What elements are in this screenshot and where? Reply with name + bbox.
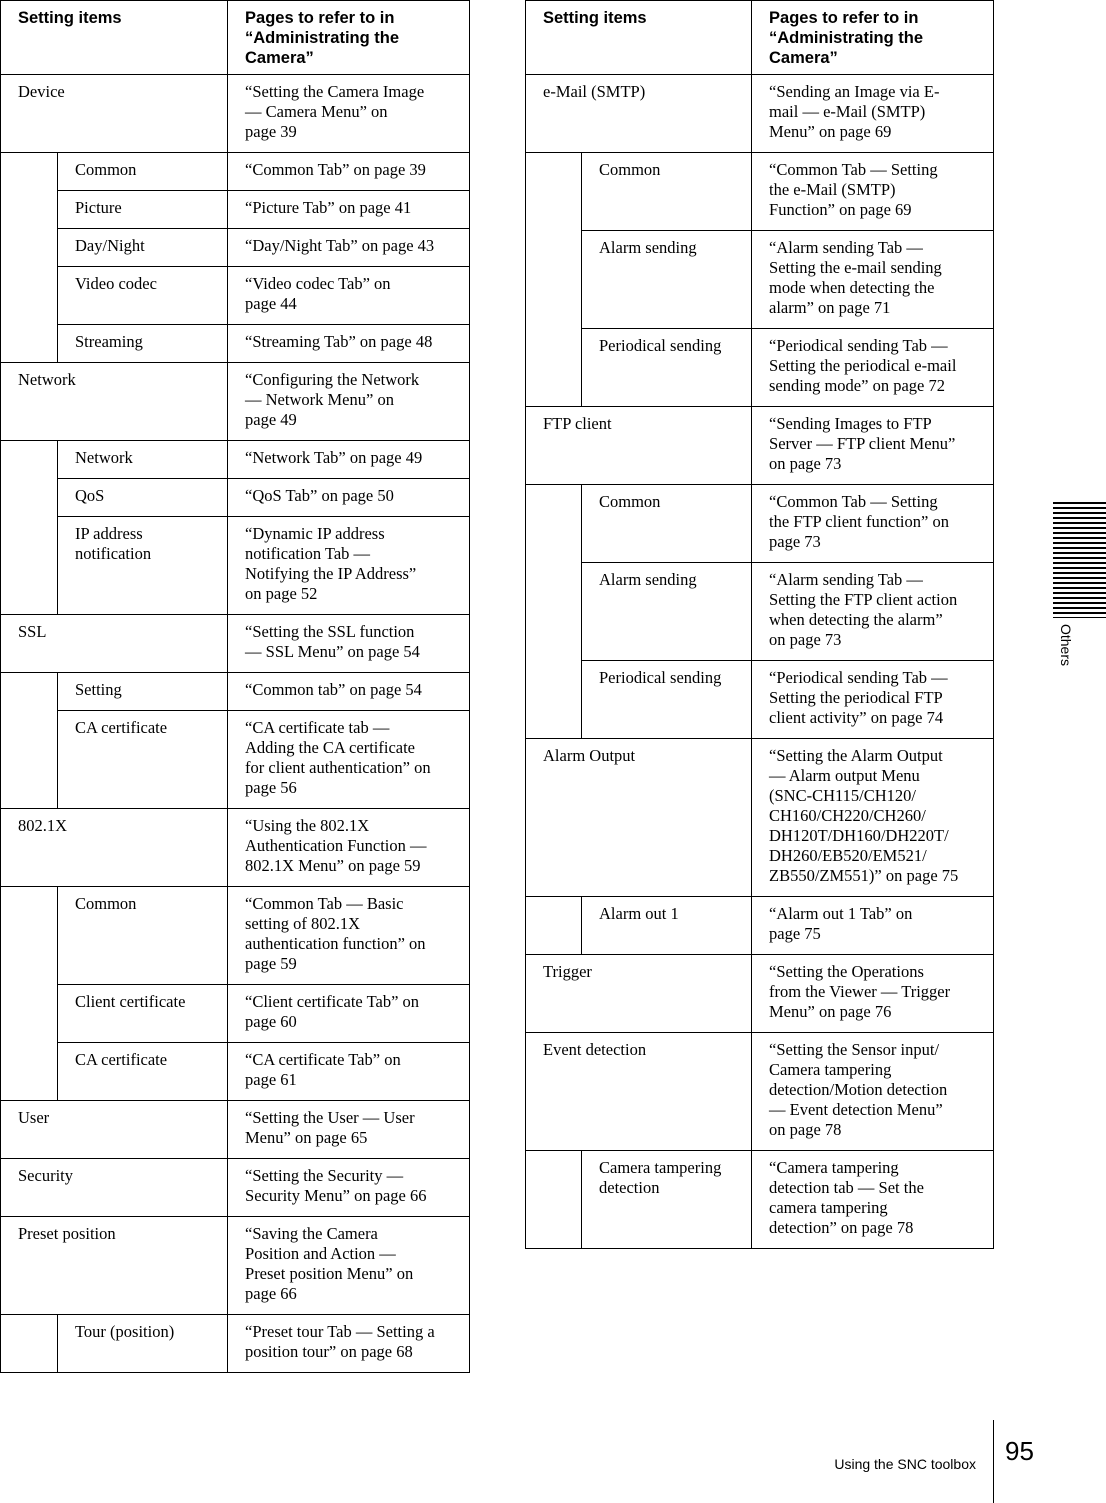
- page-reference: “Streaming Tab” on page 48: [228, 325, 470, 363]
- table-row: [526, 1033, 994, 1151]
- table-body: [526, 75, 994, 1249]
- sub-setting-item: Common: [58, 887, 228, 985]
- sub-setting-item: Common: [58, 153, 228, 191]
- indent-cell: [1, 479, 58, 517]
- table-body: [1, 75, 470, 1373]
- table-row: [1, 441, 470, 479]
- page-reference: “Network Tab” on page 49: [228, 441, 470, 479]
- setting-item: 802.1X: [1, 809, 228, 887]
- table-row: [526, 955, 994, 1033]
- setting-item: SSL: [1, 615, 228, 673]
- sub-setting-item: Common: [582, 485, 752, 563]
- indent-cell: [526, 1151, 582, 1249]
- indent-cell: [1, 517, 58, 615]
- page-reference: “Alarm sending Tab — Setting the FTP client action when detecting the alarm” on page 73: [752, 563, 994, 661]
- page-reference: “Picture Tab” on page 41: [228, 191, 470, 229]
- section-tab-stripes: [1053, 502, 1106, 618]
- table-header-row: [526, 1, 994, 75]
- page-number: 95: [1005, 1436, 1034, 1466]
- indent-cell: [1, 267, 58, 325]
- sub-setting-item: Alarm sending: [582, 231, 752, 329]
- sub-setting-item: Periodical sending: [582, 329, 752, 407]
- page-reference: “Client certificate Tab” on page 60: [228, 985, 470, 1043]
- page-reference: “Common tab” on page 54: [228, 673, 470, 711]
- indent-cell: [526, 897, 582, 955]
- setting-item: Security: [1, 1159, 228, 1217]
- sub-setting-item: CA certificate: [58, 1043, 228, 1101]
- sub-setting-item: Common: [582, 153, 752, 231]
- table-row: [1, 1101, 470, 1159]
- page-reference: “QoS Tab” on page 50: [228, 479, 470, 517]
- page-reference: “Periodical sending Tab — Setting the periodical FTP client activity” on page 74: [752, 661, 994, 739]
- page-reference: “Dynamic IP address notification Tab — Notifying the IP Address” on page 52: [228, 517, 470, 615]
- table-row: [1, 75, 470, 153]
- indent-cell: [526, 563, 582, 661]
- page-reference: “Setting the Security — Security Menu” on page 66: [228, 1159, 470, 1217]
- table-row: [1, 1159, 470, 1217]
- table-row: [526, 231, 994, 329]
- indent-cell: [1, 325, 58, 363]
- page-reference: “Setting the User — User Menu” on page 65: [228, 1101, 470, 1159]
- header-pages-to-refer: Pages to refer to in “Administrating the Camera”: [228, 1, 470, 75]
- sub-setting-item: Periodical sending: [582, 661, 752, 739]
- page-reference: “Common Tab — Setting the e-Mail (SMTP) Function” on page 69: [752, 153, 994, 231]
- sub-setting-item: Picture: [58, 191, 228, 229]
- section-tab-label: Others: [1058, 623, 1074, 666]
- sub-setting-item: IP address notification: [58, 517, 228, 615]
- settings-table-right: [525, 0, 994, 1249]
- table-row: [1, 1217, 470, 1315]
- sub-setting-item: Alarm out 1: [582, 897, 752, 955]
- table-row: [1, 711, 470, 809]
- setting-item: Device: [1, 75, 228, 153]
- page-reference: “Setting the Sensor input/ Camera tampering detection/Motion detection — Event detection Menu” on page 78: [752, 1033, 994, 1151]
- table-row: [526, 407, 994, 485]
- sub-setting-item: QoS: [58, 479, 228, 517]
- table-row: [526, 485, 994, 563]
- sub-setting-item: Tour (position): [58, 1315, 228, 1373]
- table-row: [526, 75, 994, 153]
- table-row: [1, 673, 470, 711]
- table-row: [1, 1043, 470, 1101]
- table-row: [1, 267, 470, 325]
- settings-table-left: [0, 0, 470, 1373]
- footer-divider: [993, 1420, 994, 1503]
- table-row: [526, 1151, 994, 1249]
- sub-setting-item: Day/Night: [58, 229, 228, 267]
- page-reference: “Saving the Camera Position and Action — Preset position Menu” on page 66: [228, 1217, 470, 1315]
- setting-item: e-Mail (SMTP): [526, 75, 752, 153]
- indent-cell: [526, 661, 582, 739]
- page-reference: “Setting the SSL function — SSL Menu” on page 54: [228, 615, 470, 673]
- table-row: [1, 153, 470, 191]
- table-row: [526, 897, 994, 955]
- table-row: [1, 887, 470, 985]
- table-row: [526, 329, 994, 407]
- page-reference: “Day/Night Tab” on page 43: [228, 229, 470, 267]
- indent-cell: [1, 191, 58, 229]
- table-row: [1, 809, 470, 887]
- sub-setting-item: Streaming: [58, 325, 228, 363]
- sub-setting-item: Camera tampering detection: [582, 1151, 752, 1249]
- table-row: [1, 479, 470, 517]
- table-row: [1, 1315, 470, 1373]
- indent-cell: [526, 231, 582, 329]
- indent-cell: [526, 485, 582, 563]
- header-setting-items: Setting items: [526, 1, 752, 75]
- setting-item: User: [1, 1101, 228, 1159]
- page-reference: “Periodical sending Tab — Setting the periodical e-mail sending mode” on page 72: [752, 329, 994, 407]
- page-reference: “Sending an Image via E- mail — e-Mail (SMTP) Menu” on page 69: [752, 75, 994, 153]
- sub-setting-item: Alarm sending: [582, 563, 752, 661]
- table-row: [1, 615, 470, 673]
- table-header-row: [1, 1, 470, 75]
- indent-cell: [1, 229, 58, 267]
- table-row: [1, 229, 470, 267]
- setting-item: Alarm Output: [526, 739, 752, 897]
- page-reference: “Sending Images to FTP Server — FTP client Menu” on page 73: [752, 407, 994, 485]
- page-reference: “Alarm out 1 Tab” on page 75: [752, 897, 994, 955]
- sub-setting-item: Setting: [58, 673, 228, 711]
- page-reference: “Camera tampering detection tab — Set the camera tampering detection” on page 78: [752, 1151, 994, 1249]
- page-reference: “Alarm sending Tab — Setting the e-mail sending mode when detecting the alarm” on page 71: [752, 231, 994, 329]
- indent-cell: [526, 153, 582, 231]
- indent-cell: [1, 1043, 58, 1101]
- page-reference: “Video codec Tab” on page 44: [228, 267, 470, 325]
- setting-item: Network: [1, 363, 228, 441]
- setting-item: Event detection: [526, 1033, 752, 1151]
- indent-cell: [1, 441, 58, 479]
- setting-item: Preset position: [1, 1217, 228, 1315]
- table-row: [526, 153, 994, 231]
- header-pages-to-refer: Pages to refer to in “Administrating the Camera”: [752, 1, 994, 75]
- indent-cell: [1, 985, 58, 1043]
- table-row: [526, 563, 994, 661]
- page-reference: “Common Tab” on page 39: [228, 153, 470, 191]
- page-reference: “CA certificate tab — Adding the CA certificate for client authentication” on page 56: [228, 711, 470, 809]
- footer-section-title: Using the SNC toolbox: [834, 1456, 976, 1472]
- setting-item: FTP client: [526, 407, 752, 485]
- table-row: [1, 517, 470, 615]
- page-reference: “Setting the Alarm Output — Alarm output Menu (SNC-CH115/CH120/ CH160/CH220/CH260/ DH120T/DH160/DH220T/ DH260/EB520/EM521/ ZB550/ZM551)” on page 75: [752, 739, 994, 897]
- page-reference: “Common Tab — Setting the FTP client function” on page 73: [752, 485, 994, 563]
- table-row: [526, 739, 994, 897]
- setting-item: Trigger: [526, 955, 752, 1033]
- indent-cell: [1, 1315, 58, 1373]
- table-row: [1, 325, 470, 363]
- page-reference: “Setting the Camera Image — Camera Menu” on page 39: [228, 75, 470, 153]
- sub-setting-item: CA certificate: [58, 711, 228, 809]
- page-reference: “CA certificate Tab” on page 61: [228, 1043, 470, 1101]
- table-row: [1, 191, 470, 229]
- table-row: [1, 985, 470, 1043]
- sub-setting-item: Video codec: [58, 267, 228, 325]
- sub-setting-item: Network: [58, 441, 228, 479]
- page-reference: “Common Tab — Basic setting of 802.1X authentication function” on page 59: [228, 887, 470, 985]
- page-reference: “Using the 802.1X Authentication Function — 802.1X Menu” on page 59: [228, 809, 470, 887]
- page-reference: “Configuring the Network — Network Menu” on page 49: [228, 363, 470, 441]
- indent-cell: [1, 153, 58, 191]
- page-reference: “Setting the Operations from the Viewer — Trigger Menu” on page 76: [752, 955, 994, 1033]
- table-row: [1, 363, 470, 441]
- table-row: [526, 661, 994, 739]
- header-setting-items: Setting items: [1, 1, 228, 75]
- page-reference: “Preset tour Tab — Setting a position tour” on page 68: [228, 1315, 470, 1373]
- indent-cell: [1, 711, 58, 809]
- sub-setting-item: Client certificate: [58, 985, 228, 1043]
- indent-cell: [1, 887, 58, 985]
- indent-cell: [526, 329, 582, 407]
- indent-cell: [1, 673, 58, 711]
